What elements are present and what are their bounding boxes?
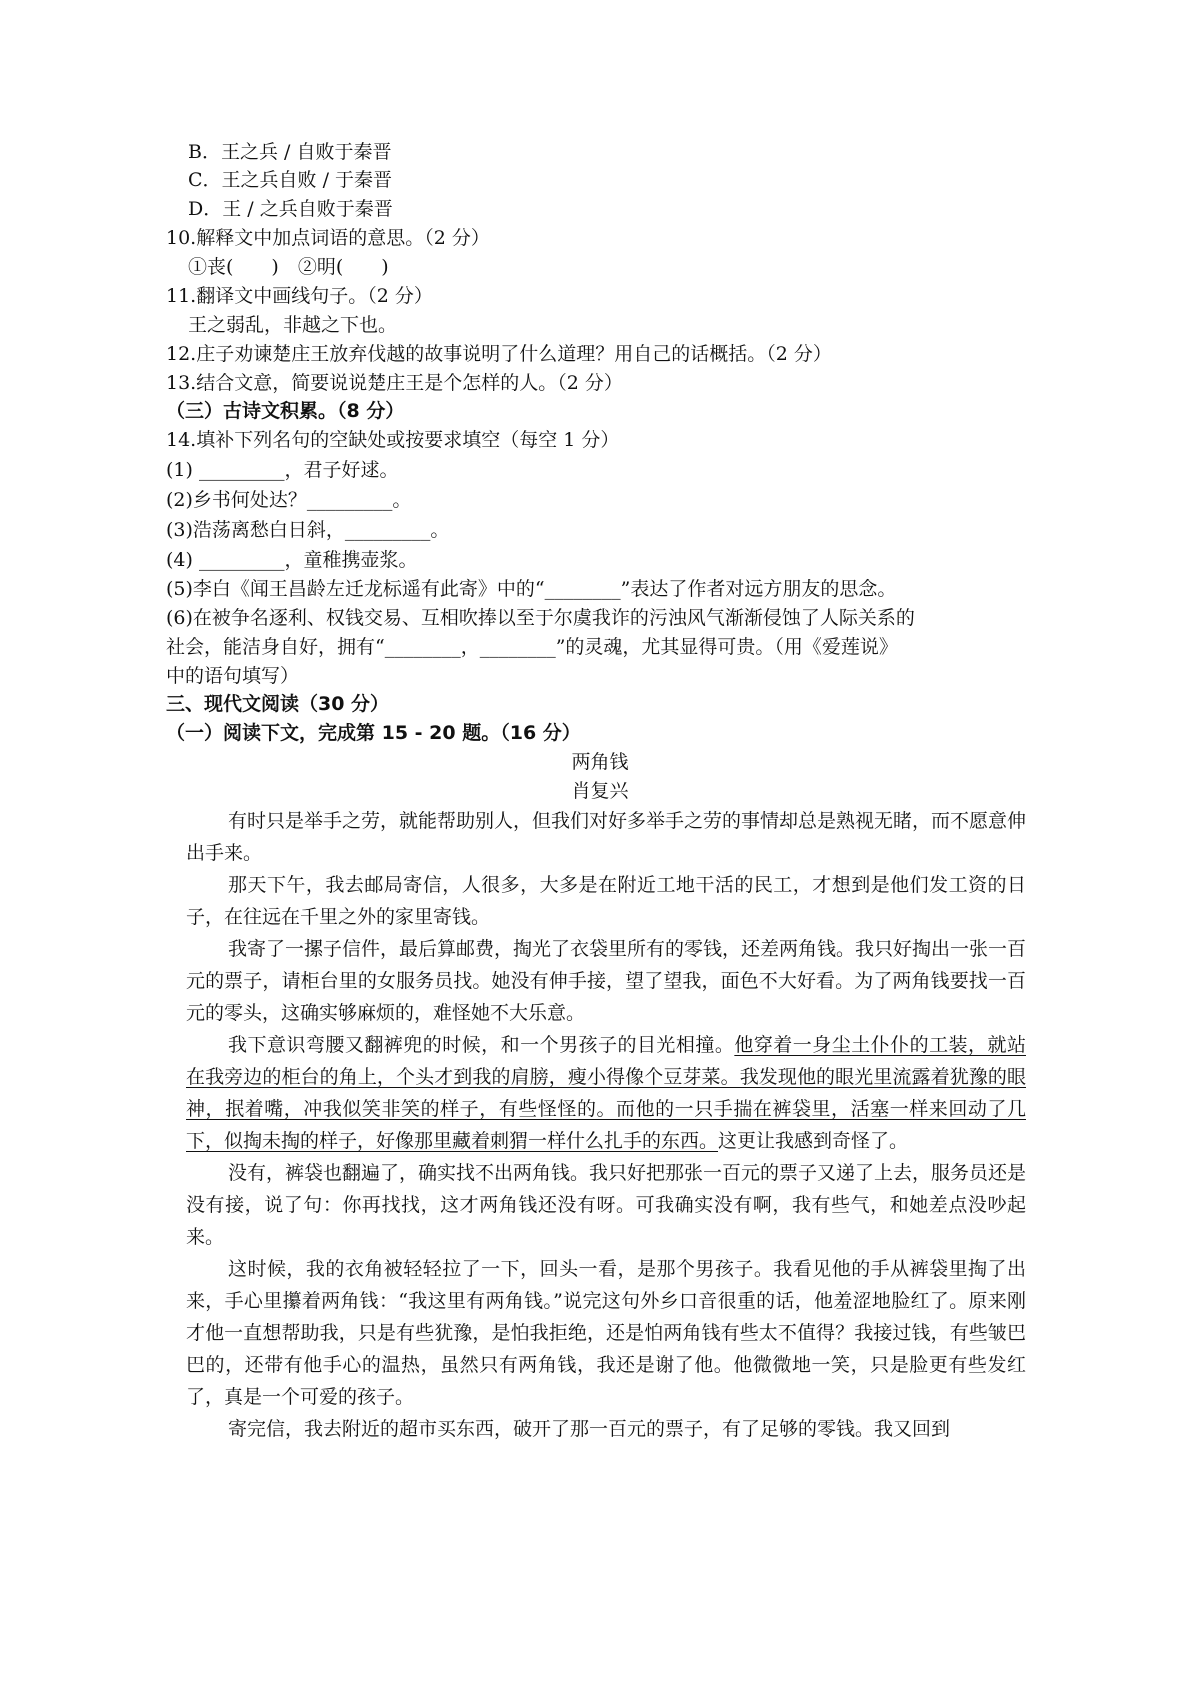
option-b: B．王之兵 / 自败于秦晋 <box>188 141 392 163</box>
question-11-sentence: 王之弱乱，非越之下也。 <box>188 314 398 336</box>
section-heading-classics: （三）古诗文积累。（8 分） <box>166 400 405 422</box>
fill-blank-3: (3)浩荡离愁白日斜，_________。 <box>166 519 450 541</box>
question-14: 14.填补下列名句的空缺处或按要求填空（每空 1 分） <box>166 429 620 451</box>
fill-blank-4: (4) _________，童稚携壶浆。 <box>166 549 418 571</box>
fill-blank-2: (2)乡书何处达？_________。 <box>166 489 412 511</box>
underlined-passage: 他穿着一身尘土仆仆的工装，就站在我旁边的柜台的角上，个头才到我的肩膀，瘦小得像个豆芽菜。我发现他的眼光里流露着犹豫的眼神，抿着嘴，冲我似笑非笑的样子，有些怪怪的。而他的一只手揣在裤袋里，活塞一样来回动了几下，似掏未掏的样子，好像那里藏着刺猬一样什么扎手的东西。 <box>186 1034 1026 1152</box>
article-title: 两角钱 <box>571 751 629 773</box>
fill-blank-6-line1: (6)在被争名逐利、权钱交易、互相吹捧以至于尔虞我诈的污浊风气渐渐侵蚀了人际关系的 <box>166 607 915 629</box>
fill-blank-6-line3: 中的语句填写） <box>166 665 300 687</box>
question-13: 13.结合文意，简要说说楚庄王是个怎样的人。（2 分） <box>166 372 623 394</box>
article-paragraph-7: 寄完信，我去附近的超市买东西，破开了那一百元的票子，有了足够的零钱。我又回到 <box>228 1418 951 1440</box>
paragraph-4-intro: 我下意识弯腰又翻裤兜的时候，和一个男孩子的目光相撞。 <box>228 1034 735 1056</box>
article-paragraph-6: 这时候，我的衣角被轻轻拉了一下，回头一看，是那个男孩子。我看见他的手从裤袋里掏了出来，手心里攥着两角钱：“我这里有两角钱。”说完这句外乡口音很重的话，他羞涩地脸红了。原来刚才他一直想帮助我，只是有些犹豫，是怕我拒绝，还是怕两角钱有些太不值得？我接过钱，有些皱巴巴的，还带有他手心的温热，虽然只有两角钱，我还是谢了他。他微微地一笑，只是脸更有些发红了，真是一个可爱的孩子。 <box>186 1258 1026 1408</box>
part-heading-modern-reading: 三、现代文阅读（30 分） <box>166 693 390 715</box>
article-paragraph-5: 没有，裤袋也翻遍了，确实找不出两角钱。我只好把那张一百元的票子又递了上去，服务员还是没有接，说了句：你再找找，这才两角钱还没有呀。可我确实没有啊，我有些气，和她差点没吵起来。 <box>186 1162 1027 1248</box>
question-10-items: ①丧( ) ②明( ) <box>188 256 389 278</box>
article-author: 肖复兴 <box>571 780 629 802</box>
paragraph-4-ending: 这更让我感到奇怪了。 <box>718 1130 909 1152</box>
article-paragraph-1: 有时只是举手之劳，就能帮助别人，但我们对好多举手之劳的事情却总是熟视无睹，而不愿意伸出手来。 <box>186 810 1027 864</box>
question-12: 12.庄子劝谏楚庄王放弃伐越的故事说明了什么道理？用自己的话概括。（2 分） <box>166 343 832 365</box>
question-11: 11.翻译文中画线句子。（2 分） <box>166 285 433 307</box>
question-10: 10.解释文中加点词语的意思。（2 分） <box>166 227 490 249</box>
option-c: C．王之兵自败 / 于秦晋 <box>188 169 393 191</box>
article-paragraph-4 <box>186 1029 1026 1157</box>
article-paragraph-2: 那天下午，我去邮局寄信，人很多，大多是在附近工地干活的民工，才想到是他们发工资的日子，在往远在千里之外的家里寄钱。 <box>186 874 1026 928</box>
fill-blank-5: (5)李白《闻王昌龄左迁龙标遥有此寄》中的“________”表达了作者对远方朋友的思念。 <box>166 578 897 600</box>
article-paragraph-3: 我寄了一摞子信件，最后算邮费，掏光了衣袋里所有的零钱，还差两角钱。我只好掏出一张一百元的票子，请柜台里的女服务员找。她没有伸手接，望了望我，面色不大好看。为了两角钱要找一百元的零头，这确实够麻烦的，难怪她不大乐意。 <box>186 938 1027 1024</box>
option-d: D．王 / 之兵自败于秦晋 <box>188 198 393 220</box>
fill-blank-6-line2: 社会，能洁身自好，拥有“________，________”的灵魂，尤其显得可贵。（用《爱莲说》 <box>166 636 898 658</box>
fill-blank-1: (1) _________，君子好逑。 <box>166 459 399 481</box>
subsection-heading: （一）阅读下文，完成第 15 - 20 题。（16 分） <box>166 722 581 744</box>
